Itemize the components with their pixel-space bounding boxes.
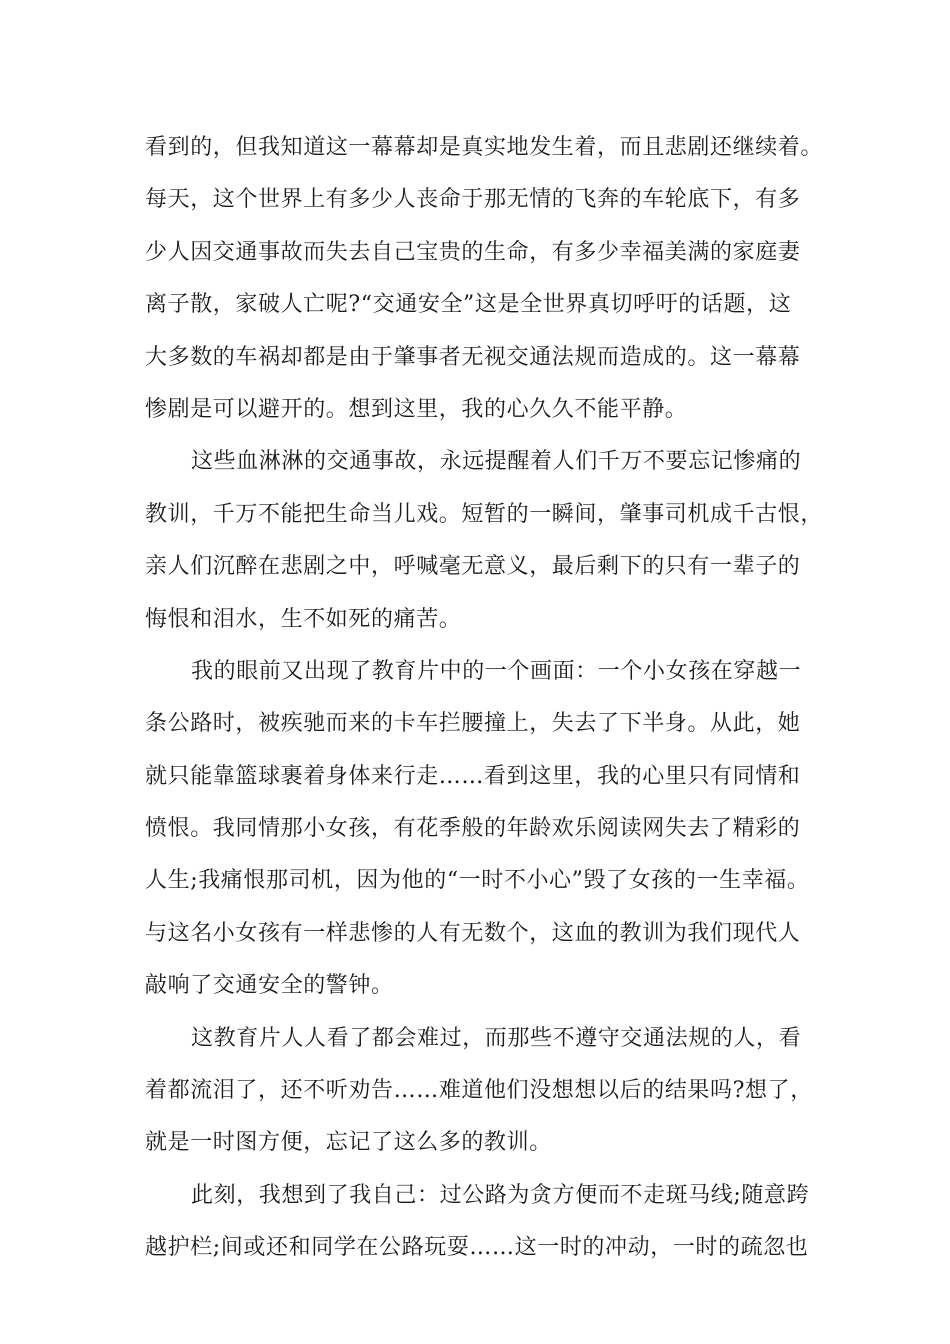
paragraph-2 — [145, 442, 824, 652]
text-line: 愤恨。我同情那小女孩，有花季般的年龄欢乐阅读网失去了精彩的 — [145, 816, 801, 842]
paragraph-1 — [145, 128, 824, 442]
text-line: 惨剧是可以避开的。想到这里，我的心久久不能平静。 — [145, 396, 688, 422]
text-line: 就只能靠篮球裹着身体来行走……看到这里，我的心里只有同情和 — [145, 763, 801, 789]
text-line: 越护栏;间或还和同学在公路玩耍……这一时的冲动，一时的疏忽也 — [145, 1235, 809, 1261]
text-line: 与这名小女孩有一样悲惨的人有无数个，这血的教训为我们现代人 — [145, 920, 801, 946]
text-line: 我的眼前又出现了教育片中的一个画面：一个小女孩在穿越一 — [191, 658, 802, 684]
text-line: 这些血淋淋的交通事故，永远提醒着人们千万不要忘记惨痛的 — [191, 449, 802, 475]
text-line: 离子散，家破人亡呢?“交通安全”这是全世界真切呼吁的话题，这 — [145, 292, 792, 318]
text-line: 看到的，但我知道这一幕幕却是真实地发生着，而且悲剧还继续着。 — [145, 135, 824, 160]
text-line: 此刻，我想到了我自己：过公路为贪方便而不走斑马线;随意跨 — [191, 1182, 810, 1208]
text-line: 着都流泪了，还不听劝告……难道他们没想想以后的结果吗?想了， — [145, 1078, 813, 1104]
paragraph-3 — [145, 652, 815, 1019]
text-line: 悔恨和泪水，生不如死的痛苦。 — [145, 606, 462, 632]
paragraph-5 — [145, 1176, 815, 1281]
text-line: 亲人们沉醉在悲剧之中，呼喊毫无意义，最后剩下的只有一辈子的 — [145, 554, 801, 580]
paragraph-4 — [145, 1019, 815, 1176]
text-line: 敲响了交通安全的警钟。 — [145, 973, 394, 999]
text-line: 人生;我痛恨那司机，因为他的“一时不小心”毁了女孩的一生幸福。 — [145, 868, 810, 894]
text-line: 就是一时图方便，忘记了这么多的教训。 — [145, 1130, 552, 1156]
text-line: 大多数的车祸却都是由于肇事者无视交通法规而造成的。这一幕幕 — [145, 344, 801, 370]
text-line: 少人因交通事故而失去自己宝贵的生命，有多少幸福美满的家庭妻 — [145, 239, 801, 265]
text-line: 每天，这个世界上有多少人丧命于那无情的飞奔的车轮底下，有多 — [145, 187, 801, 213]
text-line: 条公路时，被疾驰而来的卡车拦腰撞上，失去了下半身。从此，她 — [145, 711, 801, 737]
text-line: 教训，千万不能把生命当儿戏。短暂的一瞬间，肇事司机成千古恨， — [145, 501, 824, 527]
text-line: 这教育片人人看了都会难过，而那些不遵守交通法规的人，看 — [191, 1025, 802, 1051]
document-page — [145, 128, 824, 1281]
